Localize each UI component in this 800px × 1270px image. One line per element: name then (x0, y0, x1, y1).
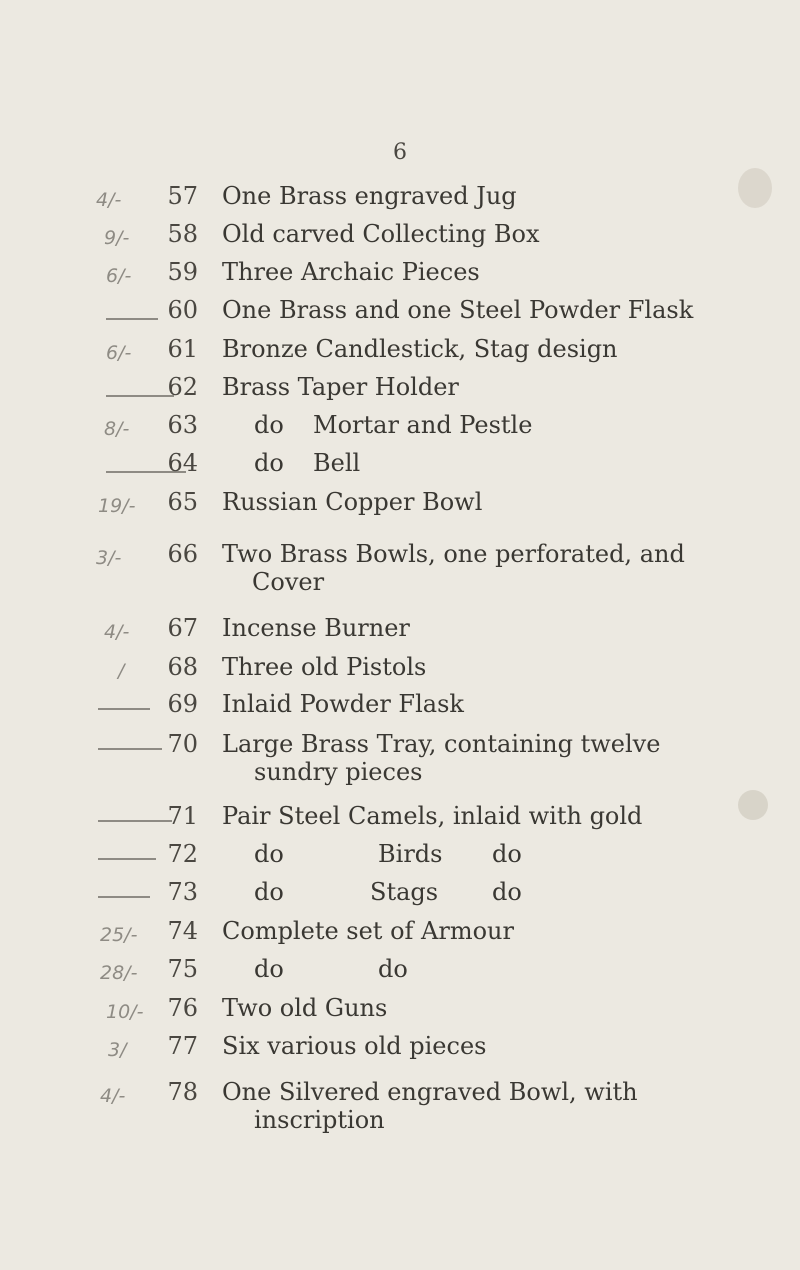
tally-dash (98, 896, 150, 898)
lot-number: 78 (167, 1078, 198, 1106)
lot-number: 67 (167, 614, 198, 642)
lot-number: 70 (167, 730, 198, 758)
price-mark: 9/- (104, 227, 130, 249)
price-mark: 4/- (104, 621, 130, 643)
lot-description: Three Archaic Pieces (222, 258, 480, 286)
lot-description: Inlaid Powder Flask (222, 690, 464, 718)
lot-description: Birds (378, 840, 443, 868)
lot-number: 65 (167, 488, 198, 516)
lot-number: 62 (167, 373, 198, 401)
lot-number: 75 (167, 955, 198, 983)
ditto-mark: do (254, 411, 284, 439)
tally-dash (98, 708, 150, 710)
lot-number: 74 (167, 917, 198, 945)
price-mark: 19/- (98, 495, 136, 517)
lot-description: Old carved Collecting Box (222, 220, 540, 248)
ditto-mark: do (254, 878, 284, 906)
lot-description: do (378, 955, 408, 983)
lot-number: 72 (167, 840, 198, 868)
lot-number: 69 (167, 690, 198, 718)
lot-description-continued: inscription (254, 1106, 385, 1134)
lot-description: One Silvered engraved Bowl, with (222, 1078, 638, 1106)
page-number: 6 (393, 140, 407, 165)
tally-dash (98, 858, 156, 860)
price-mark: 4/- (96, 189, 122, 211)
price-mark: 6/- (106, 265, 132, 287)
lot-description: Large Brass Tray, containing twelve (222, 730, 661, 758)
price-mark: 28/- (100, 962, 138, 984)
stain-top-right (738, 168, 772, 208)
lot-description: Incense Burner (222, 614, 410, 642)
price-mark: 8/- (104, 418, 130, 440)
lot-number: 57 (167, 182, 198, 210)
ditto-mark: do (254, 955, 284, 983)
price-mark: 3/- (96, 547, 122, 569)
price-mark: 10/- (106, 1001, 144, 1023)
lot-number: 66 (167, 540, 198, 568)
lot-description: Pair Steel Camels, inlaid with gold (222, 802, 643, 830)
price-mark: 4/- (100, 1085, 126, 1107)
lot-number: 64 (167, 449, 198, 477)
lot-number: 71 (167, 802, 198, 830)
lot-description: Six various old pieces (222, 1032, 487, 1060)
lot-number: 77 (167, 1032, 198, 1060)
lot-description: Complete set of Armour (222, 917, 514, 945)
stain-right-mid (738, 790, 768, 820)
lot-description: Mortar and Pestle (313, 411, 533, 439)
lot-description-continued: Cover (252, 568, 325, 596)
lot-description: Bell (313, 449, 361, 477)
lot-description: One Brass and one Steel Powder Flask (222, 296, 694, 324)
lot-number: 59 (167, 258, 198, 286)
lot-description: Stags (370, 878, 439, 906)
ditto-mark: do (492, 840, 522, 868)
lot-number: 68 (167, 653, 198, 681)
price-mark: 25/- (100, 924, 138, 946)
lot-number: 73 (167, 878, 198, 906)
price-mark: / (118, 660, 125, 682)
lot-description: One Brass engraved Jug (222, 182, 517, 210)
lot-number: 76 (167, 994, 198, 1022)
lot-description-continued: sundry pieces (254, 758, 423, 786)
lot-number: 58 (167, 220, 198, 248)
lot-description: Two old Guns (222, 994, 388, 1022)
lot-number: 60 (167, 296, 198, 324)
lot-description: Bronze Candlestick, Stag design (222, 335, 618, 363)
price-mark: 6/- (106, 342, 132, 364)
lot-description: Brass Taper Holder (222, 373, 459, 401)
price-mark: 3/ (108, 1039, 127, 1061)
ditto-mark: do (254, 449, 284, 477)
lot-description: Three old Pistols (222, 653, 427, 681)
ditto-mark: do (492, 878, 522, 906)
lot-description: Two Brass Bowls, one perforated, and (222, 540, 685, 568)
lot-description: Russian Copper Bowl (222, 488, 483, 516)
lot-number: 61 (167, 335, 198, 363)
ditto-mark: do (254, 840, 284, 868)
lot-number: 63 (167, 411, 198, 439)
